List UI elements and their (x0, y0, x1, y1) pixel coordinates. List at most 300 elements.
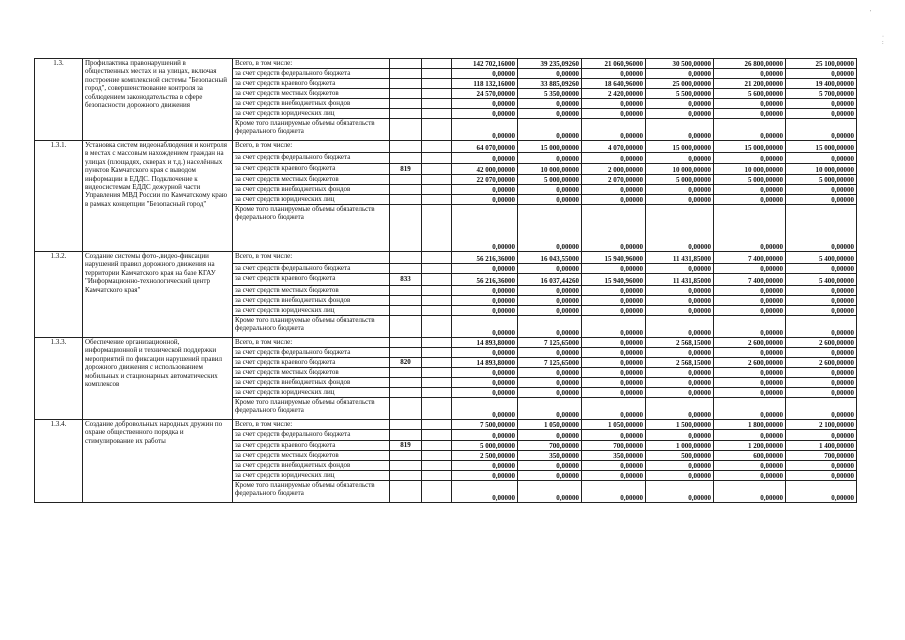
amount-total: 0,00000 (452, 398, 518, 420)
amount-year: 0,00000 (518, 481, 582, 503)
amount-year: 0,00000 (786, 316, 857, 338)
empty-cell (422, 378, 452, 388)
amount-total: 0,00000 (452, 368, 518, 378)
empty-cell (422, 368, 452, 378)
amount-year: 25 100,00000 (786, 59, 857, 69)
amount-year: 15 000,00000 (714, 141, 786, 153)
amount-year: 0,00000 (714, 153, 786, 164)
amount-total: 56 216,36000 (452, 274, 518, 286)
amount-year: 0,00000 (646, 99, 714, 109)
amount-year: 21 060,96000 (582, 59, 646, 69)
empty-cell (422, 69, 452, 79)
budget-table-body (35, 59, 857, 503)
amount-year: 0,00000 (786, 430, 857, 441)
amount-year: 5 000,00000 (518, 175, 582, 185)
amount-year: 15 940,96000 (582, 252, 646, 264)
amount-year: 0,00000 (786, 348, 857, 358)
budget-code (390, 286, 422, 296)
funding-source-label: за счет средств местных бюджетов (233, 451, 390, 461)
amount-year: 0,00000 (582, 388, 646, 398)
table-row (35, 338, 857, 348)
empty-cell (422, 205, 452, 252)
amount-year: 0,00000 (786, 296, 857, 306)
measure-name: Создание системы фото-,видео-фиксации нарушений правил дорожного движения на территории Камчатского края на базе КГАУ "Информационно-технологический центр Камчатского края" (83, 252, 233, 338)
amount-year: 0,00000 (518, 348, 582, 358)
funding-source-label: за счет средств краевого бюджета (233, 79, 390, 89)
amount-year: 0,00000 (714, 99, 786, 109)
amount-year: 0,00000 (518, 286, 582, 296)
funding-source-label: за счет средств местных бюджетов (233, 89, 390, 99)
empty-cell (422, 153, 452, 164)
empty-cell (422, 286, 452, 296)
amount-total: 0,00000 (452, 471, 518, 481)
empty-cell (422, 471, 452, 481)
funding-source-label: за счет средств краевого бюджета (233, 164, 390, 175)
empty-cell (422, 358, 452, 368)
budget-code (390, 420, 422, 430)
amount-year: 39 235,09260 (518, 59, 582, 69)
funding-source-label: за счет средств внебюджетных фондов (233, 461, 390, 471)
amount-year: 0,00000 (786, 195, 857, 205)
amount-year: 18 640,96000 (582, 79, 646, 89)
empty-cell (422, 119, 452, 141)
funding-source-label: за счет средств местных бюджетов (233, 368, 390, 378)
amount-year: 2 568,15000 (646, 338, 714, 348)
empty-cell (422, 441, 452, 451)
empty-cell (422, 451, 452, 461)
funding-source-label: Кроме того планируемые объемы обязательств федерального бюджета (233, 316, 390, 338)
funding-source-label: за счет средств федерального бюджета (233, 69, 390, 79)
amount-year: 7 400,00000 (714, 252, 786, 264)
budget-code (390, 471, 422, 481)
amount-year: 2 600,00000 (714, 338, 786, 348)
amount-year: 0,00000 (714, 69, 786, 79)
amount-year: 0,00000 (518, 306, 582, 316)
funding-source-label: за счет средств краевого бюджета (233, 274, 390, 286)
amount-year: 0,00000 (582, 316, 646, 338)
funding-source-label: за счет средств внебюджетных фондов (233, 378, 390, 388)
amount-year: 0,00000 (518, 461, 582, 471)
amount-year: 0,00000 (582, 286, 646, 296)
amount-year: 0,00000 (646, 430, 714, 441)
amount-year: 700,00000 (582, 441, 646, 451)
empty-cell (422, 89, 452, 99)
funding-source-label: за счет средств федерального бюджета (233, 264, 390, 274)
amount-year: 0,00000 (582, 338, 646, 348)
amount-year: 0,00000 (714, 195, 786, 205)
funding-source-label: за счет средств местных бюджетов (233, 175, 390, 185)
amount-year: 0,00000 (786, 481, 857, 503)
amount-year: 0,00000 (518, 378, 582, 388)
amount-year: 1 800,00000 (714, 420, 786, 430)
amount-year: 0,00000 (714, 119, 786, 141)
amount-year: 10 000,00000 (714, 164, 786, 175)
amount-year: 1 050,00000 (582, 420, 646, 430)
amount-year: 0,00000 (582, 368, 646, 378)
table-row (35, 141, 857, 153)
amount-year: 0,00000 (786, 398, 857, 420)
budget-code (390, 378, 422, 388)
amount-year: 7 400,00000 (714, 274, 786, 286)
amount-year: 5 000,00000 (786, 175, 857, 185)
empty-cell (422, 348, 452, 358)
budget-code (390, 195, 422, 205)
amount-year: 10 000,00000 (786, 164, 857, 175)
amount-total: 0,00000 (452, 378, 518, 388)
amount-year: 0,00000 (646, 306, 714, 316)
amount-year: 0,00000 (518, 99, 582, 109)
amount-year: 21 200,00000 (714, 79, 786, 89)
amount-total: 0,00000 (452, 306, 518, 316)
funding-source-label: за счет средств местных бюджетов (233, 286, 390, 296)
budget-table-sheet (34, 58, 856, 503)
amount-year: 10 000,00000 (518, 164, 582, 175)
amount-year: 0,00000 (786, 99, 857, 109)
budget-code (390, 481, 422, 503)
amount-year: 11 431,85000 (646, 274, 714, 286)
amount-year: 0,00000 (582, 471, 646, 481)
amount-year: 0,00000 (714, 481, 786, 503)
budget-code (390, 252, 422, 264)
amount-year: 0,00000 (714, 388, 786, 398)
empty-cell (422, 430, 452, 441)
funding-source-label: Кроме того планируемые объемы обязательств федерального бюджета (233, 205, 390, 252)
amount-year: 0,00000 (582, 358, 646, 368)
amount-year: 0,00000 (582, 481, 646, 503)
amount-year: 0,00000 (518, 296, 582, 306)
amount-year: 0,00000 (714, 378, 786, 388)
empty-cell (422, 306, 452, 316)
amount-year: 0,00000 (646, 348, 714, 358)
amount-total: 0,00000 (452, 69, 518, 79)
measure-name: Обеспечение организационной, информационной и технической поддержки мероприятий по фиксации нарушений правил дорожного движения с использованием мобильных и стационарных автоматических комплексов (83, 338, 233, 420)
amount-year: 0,00000 (518, 471, 582, 481)
amount-year: 16 043,55000 (518, 252, 582, 264)
amount-year: 0,00000 (786, 461, 857, 471)
amount-total: 0,00000 (452, 316, 518, 338)
funding-source-label: за счет средств краевого бюджета (233, 441, 390, 451)
empty-cell (422, 388, 452, 398)
amount-year: 26 800,00000 (714, 59, 786, 69)
amount-year: 0,00000 (646, 388, 714, 398)
amount-total: 0,00000 (452, 296, 518, 306)
amount-year: 0,00000 (786, 368, 857, 378)
amount-year: 350,00000 (518, 451, 582, 461)
budget-code (390, 175, 422, 185)
budget-code (390, 119, 422, 141)
amount-year: 2 000,00000 (582, 164, 646, 175)
measure-name: Установка систем видеонаблюдения и контроля в местах с массовым нахождением граждан на улицах (площадях, скверах и т.д.) населённых пунктов Камчатского края с выводом информации в ЕДДС. Подключение к видеосистемам ЕДДС дежурной части Управления МВД России по Камчатскому краю в рамках концепции "Безопасный город" (83, 141, 233, 252)
funding-source-label: за счет средств юридических лиц (233, 195, 390, 205)
budget-code (390, 316, 422, 338)
amount-year: 0,00000 (582, 119, 646, 141)
funding-source-label: Всего, в том числе: (233, 59, 390, 69)
amount-year: 19 400,00000 (786, 79, 857, 89)
measure-index: 1.3.4. (35, 420, 83, 503)
amount-year: 0,00000 (646, 471, 714, 481)
measure-index: 1.3.2. (35, 252, 83, 338)
funding-source-label: за счет средств внебюджетных фондов (233, 185, 390, 195)
amount-year: 2 100,00000 (786, 420, 857, 430)
budget-code (390, 296, 422, 306)
amount-year: 700,00000 (786, 451, 857, 461)
amount-year: 1 400,00000 (786, 441, 857, 451)
amount-year: 25 000,00000 (646, 79, 714, 89)
amount-year: 0,00000 (646, 195, 714, 205)
amount-year: 0,00000 (786, 109, 857, 119)
amount-year: 2 600,00000 (786, 338, 857, 348)
empty-cell (422, 109, 452, 119)
amount-total: 0,00000 (452, 461, 518, 471)
amount-year: 0,00000 (786, 185, 857, 195)
amount-year: 0,00000 (582, 185, 646, 195)
empty-cell (422, 195, 452, 205)
amount-total: 24 570,00000 (452, 89, 518, 99)
amount-total: 0,00000 (452, 119, 518, 141)
table-row (35, 252, 857, 264)
funding-source-label: за счет средств федерального бюджета (233, 430, 390, 441)
amount-year: 0,00000 (582, 205, 646, 252)
table-row (35, 59, 857, 69)
amount-year: 0,00000 (786, 153, 857, 164)
amount-year: 0,00000 (786, 205, 857, 252)
amount-total: 42 000,00000 (452, 164, 518, 175)
amount-total: 118 132,16000 (452, 79, 518, 89)
amount-year: 0,00000 (646, 368, 714, 378)
budget-code (390, 59, 422, 69)
amount-year: 0,00000 (646, 264, 714, 274)
budget-code: 820 (390, 358, 422, 368)
amount-year: 0,00000 (646, 316, 714, 338)
empty-cell (422, 296, 452, 306)
budget-code (390, 264, 422, 274)
amount-year: 0,00000 (582, 296, 646, 306)
amount-year: 0,00000 (714, 205, 786, 252)
budget-code (390, 398, 422, 420)
table-row (35, 420, 857, 430)
amount-year: 0,00000 (714, 398, 786, 420)
empty-cell (422, 420, 452, 430)
empty-cell (422, 316, 452, 338)
amount-year: 0,00000 (646, 109, 714, 119)
measure-name: Профилактика правонарушений в общественных местах и на улицах, включая построение комплексной системы "Безопасный город", совершенствование контроля за соблюдением законодательства в сфере безопасности дорожного движения (83, 59, 233, 141)
amount-total: 0,00000 (452, 264, 518, 274)
budget-code (390, 69, 422, 79)
amount-total: 0,00000 (452, 205, 518, 252)
amount-year: 0,00000 (786, 119, 857, 141)
empty-cell (422, 59, 452, 69)
empty-cell (422, 461, 452, 471)
amount-total: 0,00000 (452, 185, 518, 195)
amount-total: 0,00000 (452, 195, 518, 205)
amount-year: 0,00000 (786, 286, 857, 296)
amount-year: 5 400,00000 (786, 274, 857, 286)
amount-year: 0,00000 (582, 69, 646, 79)
empty-cell (422, 481, 452, 503)
budget-code (390, 109, 422, 119)
funding-source-label: за счет средств юридических лиц (233, 388, 390, 398)
amount-year: 500,00000 (646, 451, 714, 461)
amount-year: 5 350,00000 (518, 89, 582, 99)
funding-source-label: за счет средств внебюджетных фондов (233, 296, 390, 306)
funding-source-label: Всего, в том числе: (233, 141, 390, 153)
funding-source-label: Кроме того планируемые объемы обязательств федерального бюджета (233, 481, 390, 503)
amount-year: 0,00000 (582, 109, 646, 119)
amount-year: 0,00000 (518, 398, 582, 420)
amount-year: 15 940,96000 (582, 274, 646, 286)
amount-year: 1 200,00000 (714, 441, 786, 451)
budget-code (390, 388, 422, 398)
amount-total: 64 070,00000 (452, 141, 518, 153)
budget-code (390, 153, 422, 164)
amount-total: 0,00000 (452, 388, 518, 398)
scan-mark-top: ′ (870, 10, 872, 16)
budget-code (390, 141, 422, 153)
amount-year: 15 000,00000 (786, 141, 857, 153)
amount-year: 1 050,00000 (518, 420, 582, 430)
amount-year: 0,00000 (518, 69, 582, 79)
amount-total: 7 500,00000 (452, 420, 518, 430)
amount-year: 0,00000 (518, 153, 582, 164)
amount-total: 14 893,80000 (452, 358, 518, 368)
amount-year: 0,00000 (714, 348, 786, 358)
empty-cell (422, 252, 452, 264)
funding-source-label: за счет средств краевого бюджета (233, 358, 390, 368)
budget-table (34, 58, 857, 503)
amount-year: 2 600,00000 (714, 358, 786, 368)
budget-code (390, 461, 422, 471)
budget-code (390, 451, 422, 461)
budget-code (390, 368, 422, 378)
amount-year: 0,00000 (646, 296, 714, 306)
funding-source-label: за счет средств юридических лиц (233, 471, 390, 481)
measure-name: Создание добровольных народных дружин по охране общественного порядка и стимулирование их работы (83, 420, 233, 503)
amount-total: 142 702,16000 (452, 59, 518, 69)
amount-year: 0,00000 (518, 195, 582, 205)
amount-total: 0,00000 (452, 99, 518, 109)
funding-source-label: Всего, в том числе: (233, 338, 390, 348)
amount-year: 0,00000 (646, 153, 714, 164)
amount-total: 22 070,00000 (452, 175, 518, 185)
funding-source-label: за счет средств внебюджетных фондов (233, 99, 390, 109)
funding-source-label: Всего, в том числе: (233, 252, 390, 264)
amount-year: 0,00000 (582, 153, 646, 164)
amount-year: 7 125,65000 (518, 358, 582, 368)
amount-year: 0,00000 (786, 69, 857, 79)
budget-code: 833 (390, 274, 422, 286)
budget-code (390, 338, 422, 348)
amount-year: 0,00000 (646, 286, 714, 296)
amount-total: 5 000,00000 (452, 441, 518, 451)
amount-year: 5 400,00000 (786, 252, 857, 264)
amount-year: 350,00000 (582, 451, 646, 461)
funding-source-label: за счет средств юридических лиц (233, 109, 390, 119)
amount-year: 1 500,00000 (646, 420, 714, 430)
budget-code (390, 306, 422, 316)
amount-year: 0,00000 (582, 378, 646, 388)
amount-year: 0,00000 (714, 296, 786, 306)
amount-total: 0,00000 (452, 153, 518, 164)
amount-year: 5 700,00000 (786, 89, 857, 99)
budget-code (390, 79, 422, 89)
amount-year: 0,00000 (714, 109, 786, 119)
funding-source-label: Всего, в том числе: (233, 420, 390, 430)
amount-year: 0,00000 (714, 185, 786, 195)
amount-year: 15 000,00000 (646, 141, 714, 153)
empty-cell (422, 398, 452, 420)
amount-year: 0,00000 (582, 461, 646, 471)
amount-year: 0,00000 (582, 306, 646, 316)
amount-year: 0,00000 (518, 185, 582, 195)
amount-year: 0,00000 (646, 69, 714, 79)
amount-year: 4 070,00000 (582, 141, 646, 153)
amount-year: 0,00000 (714, 461, 786, 471)
empty-cell (422, 79, 452, 89)
amount-year: 0,00000 (518, 109, 582, 119)
amount-year: 0,00000 (646, 398, 714, 420)
amount-year: 2 568,15000 (646, 358, 714, 368)
amount-year: 33 885,09260 (518, 79, 582, 89)
amount-year: 15 000,00000 (518, 141, 582, 153)
amount-year: 0,00000 (714, 286, 786, 296)
amount-year: 10 000,00000 (646, 164, 714, 175)
amount-year: 0,00000 (582, 348, 646, 358)
empty-cell (422, 164, 452, 175)
amount-year: 0,00000 (518, 205, 582, 252)
amount-year: 0,00000 (714, 264, 786, 274)
funding-source-label: за счет средств федерального бюджета (233, 348, 390, 358)
amount-year: 0,00000 (518, 368, 582, 378)
funding-source-label: Кроме того планируемые объемы обязательств федерального бюджета (233, 398, 390, 420)
empty-cell (422, 274, 452, 286)
amount-year: 0,00000 (582, 99, 646, 109)
amount-year: 30 500,00000 (646, 59, 714, 69)
amount-year: 0,00000 (646, 461, 714, 471)
funding-source-label: за счет средств федерального бюджета (233, 153, 390, 164)
amount-year: 600,00000 (714, 451, 786, 461)
funding-source-label: за счет средств юридических лиц (233, 306, 390, 316)
amount-year: 0,00000 (646, 119, 714, 141)
budget-code (390, 205, 422, 252)
amount-total: 2 500,00000 (452, 451, 518, 461)
amount-year: 0,00000 (582, 264, 646, 274)
measure-index: 1.3.1. (35, 141, 83, 252)
amount-year: 0,00000 (714, 471, 786, 481)
amount-year: 0,00000 (646, 378, 714, 388)
amount-year: 2 070,00000 (582, 175, 646, 185)
amount-year: 700,00000 (518, 441, 582, 451)
amount-year: 0,00000 (714, 316, 786, 338)
amount-year: 0,00000 (518, 119, 582, 141)
amount-year: 0,00000 (786, 378, 857, 388)
amount-total: 0,00000 (452, 109, 518, 119)
measure-index: 1.3.3. (35, 338, 83, 420)
empty-cell (422, 99, 452, 109)
amount-year: 16 037,44260 (518, 274, 582, 286)
budget-code: 819 (390, 164, 422, 175)
empty-cell (422, 141, 452, 153)
amount-year: 0,00000 (714, 430, 786, 441)
amount-year: 5 600,00000 (714, 89, 786, 99)
budget-code (390, 99, 422, 109)
amount-year: 0,00000 (786, 306, 857, 316)
amount-year: 0,00000 (786, 471, 857, 481)
amount-year: 0,00000 (714, 368, 786, 378)
empty-cell (422, 264, 452, 274)
amount-year: 0,00000 (582, 398, 646, 420)
amount-total: 0,00000 (452, 481, 518, 503)
amount-year: 0,00000 (786, 264, 857, 274)
